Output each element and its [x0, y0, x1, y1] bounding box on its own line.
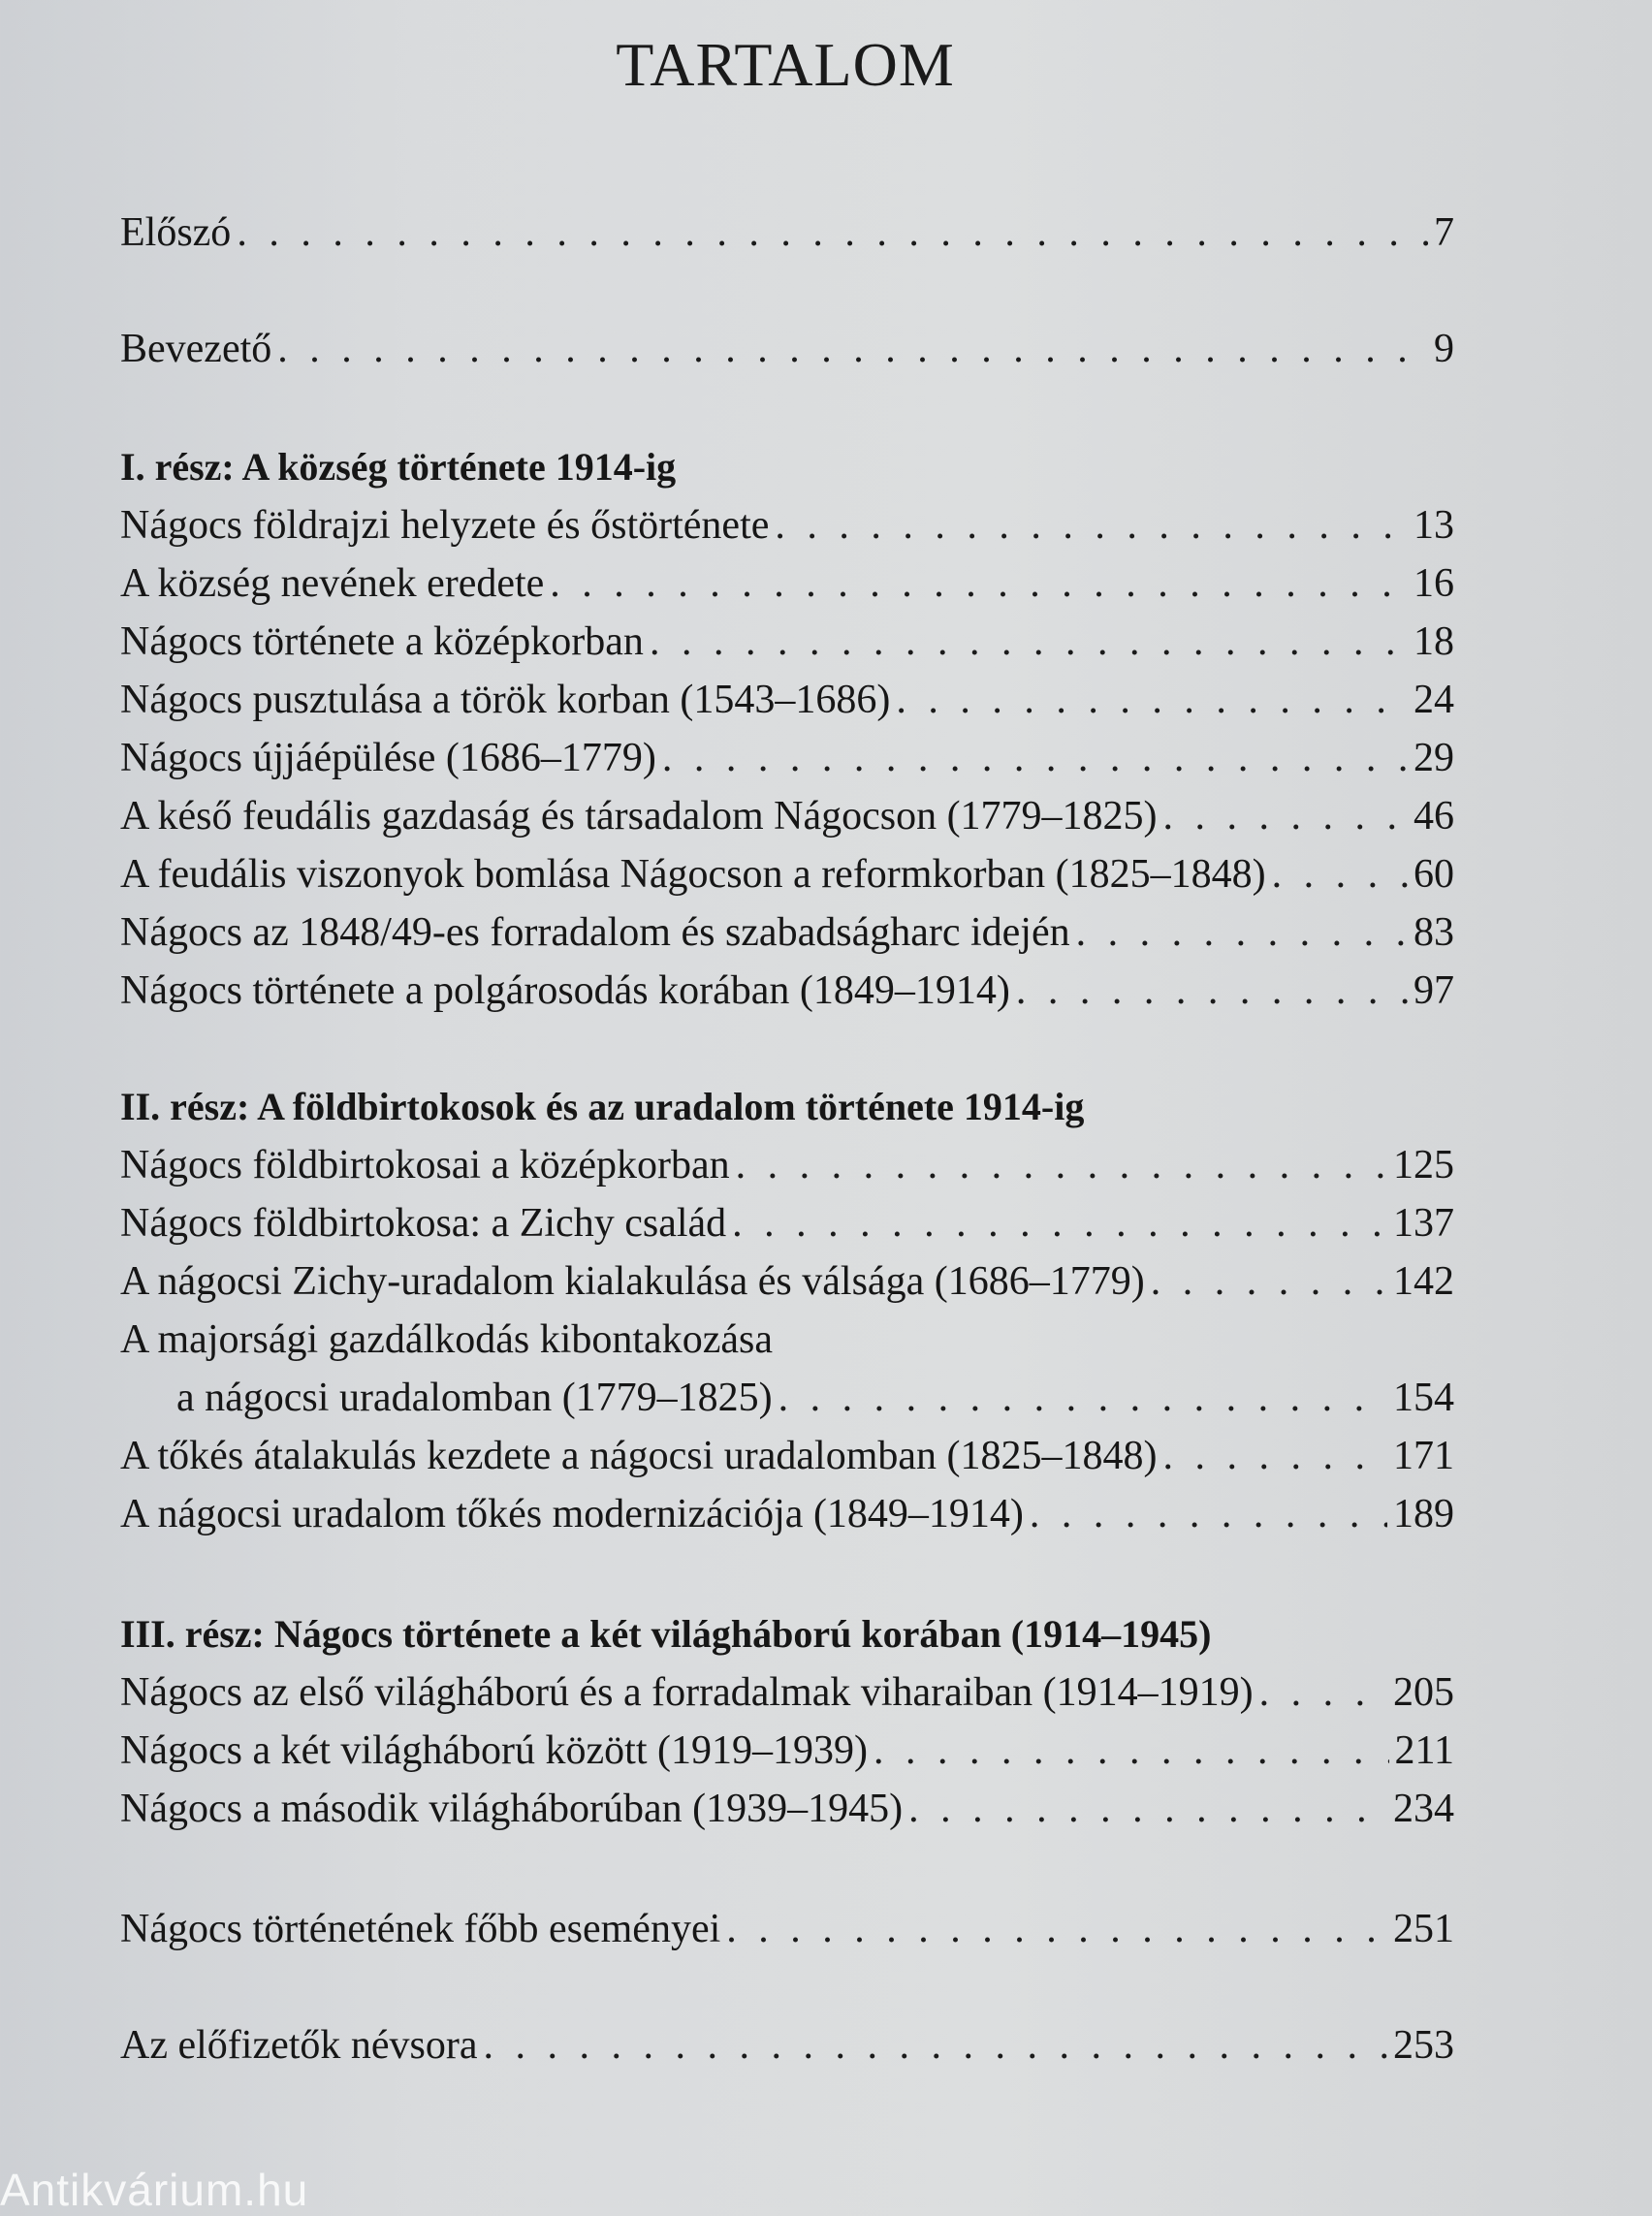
dot-leader: [662, 729, 1408, 787]
dot-leader: [778, 1369, 1387, 1427]
dot-leader: [908, 1780, 1387, 1838]
dot-leader: [1076, 903, 1408, 962]
toc-entry-page: 18: [1414, 619, 1454, 664]
dot-leader: [736, 1136, 1387, 1194]
toc-entry: [120, 1252, 1454, 1311]
toc-entry-title: Nágocs földrajzi helyzete és őstörténete: [120, 503, 770, 548]
toc-entry-page: 7: [1434, 210, 1454, 255]
toc-entry-bevezeto: [120, 320, 1454, 378]
toc-entry-page: 125: [1393, 1143, 1454, 1187]
dot-leader: [1016, 962, 1408, 1020]
toc-entry: [120, 1194, 1454, 1252]
toc-entry-title: Nágocs az 1848/49-es forradalom és szabadságharc idején: [120, 910, 1070, 955]
toc-entry: [120, 2016, 1454, 2074]
toc-entry-page: 211: [1394, 1728, 1454, 1773]
toc-entry-title: A nágocsi uradalom tőkés modernizációja (1849–1914): [120, 1492, 1024, 1536]
toc-entry: [120, 613, 1454, 671]
toc-entry-title: A késő feudális gazdaság és társadalom Nágocson (1779–1825): [120, 794, 1158, 839]
dot-leader: [775, 496, 1408, 554]
toc-entry-page: 137: [1393, 1201, 1454, 1246]
watermark: Antikvárium.hu: [0, 2165, 309, 2215]
toc-entry-title: Nágocs a második világháborúban (1939–1945): [120, 1787, 904, 1831]
dot-leader: [1151, 1252, 1387, 1311]
dot-leader: [550, 554, 1408, 613]
toc-entry: [120, 787, 1454, 845]
toc-entry-page: 13: [1414, 503, 1454, 548]
toc-entry-title: Nágocs a két világháború között (1919–1939): [120, 1728, 868, 1773]
part-heading: I. rész: A község története 1914-ig: [120, 445, 677, 489]
dot-leader: [1162, 1427, 1387, 1485]
part-heading: III. rész: Nágocs története a két világháború korában (1914–1945): [120, 1612, 1212, 1656]
toc-entry-title: Az előfizetők névsora: [120, 2023, 478, 2068]
toc-entry-page: 24: [1414, 678, 1454, 722]
toc-entry-page: 234: [1393, 1787, 1454, 1831]
toc-entry-title: Nágocs története a polgárosodás korában (1849–1914): [120, 968, 1010, 1013]
toc-entry: [120, 1427, 1454, 1485]
toc-entry: [120, 962, 1454, 1020]
dot-leader: [874, 1722, 1389, 1780]
toc-entry-title: Nágocs történetének főbb eseményei: [120, 1907, 721, 1951]
toc-entry: [120, 554, 1454, 613]
toc-entry-title: Nágocs az első világháború és a forradalmak viharaiban (1914–1919): [120, 1670, 1254, 1715]
toc-entry: [120, 1663, 1454, 1722]
toc-entry-page: 9: [1434, 327, 1454, 371]
toc-entry-title: Nágocs újjáépülése (1686–1779): [120, 736, 656, 780]
toc-entry-page: 253: [1393, 2023, 1454, 2068]
toc-entry-page: 189: [1393, 1492, 1454, 1536]
toc-entry-title: Nágocs földbirtokosai a középkorban: [120, 1143, 730, 1187]
toc-entry: [120, 903, 1454, 962]
toc-entry-page: 97: [1414, 968, 1454, 1013]
toc-entry: [120, 671, 1454, 729]
toc-entry-title: A feudális viszonyok bomlása Nágocson a reformkorban (1825–1848): [120, 852, 1266, 897]
toc-entry-title: Nágocs földbirtokosa: a Zichy család: [120, 1201, 727, 1246]
toc-entry-page: 83: [1414, 910, 1454, 955]
dot-leader: [1272, 845, 1408, 903]
toc-entry-page: 60: [1414, 852, 1454, 897]
toc-entry-page: 46: [1414, 794, 1454, 839]
toc-entry: [120, 1900, 1454, 1958]
dot-leader: [896, 671, 1408, 729]
toc-entry-continuation: [120, 1369, 1454, 1427]
toc-entry-title: Bevezető: [120, 327, 272, 371]
dot-leader: [277, 320, 1428, 378]
toc-entry-page: 205: [1393, 1670, 1454, 1715]
dot-leader: [1259, 1663, 1387, 1722]
toc-entry: [120, 729, 1454, 787]
toc-entry: [120, 1722, 1454, 1780]
toc-entry: [120, 845, 1454, 903]
dot-leader: [237, 204, 1428, 262]
toc-entry-page: 142: [1393, 1259, 1454, 1304]
dot-leader: [484, 2016, 1387, 2074]
toc-entry-title: A község nevének eredete: [120, 561, 545, 606]
toc-entry: [120, 1780, 1454, 1838]
dot-leader: [1163, 787, 1408, 845]
dot-leader: [650, 613, 1408, 671]
page-title: TARTALOM: [616, 30, 955, 99]
toc-entry-page: 171: [1393, 1434, 1454, 1478]
dot-leader: [726, 1900, 1387, 1958]
toc-entry-page: 154: [1393, 1376, 1454, 1420]
toc-entry-page: 29: [1414, 736, 1454, 780]
toc-entry-title: A nágocsi Zichy-uradalom kialakulása és válsága (1686–1779): [120, 1259, 1145, 1304]
toc-entry-eloszo: [120, 204, 1454, 262]
toc-entry-page: 16: [1414, 561, 1454, 606]
toc-entry-title: A majorsági gazdálkodás kibontakozása: [120, 1317, 773, 1362]
dot-leader: [732, 1194, 1387, 1252]
toc-entry: [120, 1485, 1454, 1543]
toc-entry-title-continuation: a nágocsi uradalomban (1779–1825): [176, 1376, 773, 1420]
toc-entry-title: A tőkés átalakulás kezdete a nágocsi uradalomban (1825–1848): [120, 1434, 1158, 1478]
toc-entry-title: Előszó: [120, 210, 232, 255]
toc-entry-title: Nágocs története a középkorban: [120, 619, 644, 664]
toc-entry-page: 251: [1393, 1907, 1454, 1951]
toc-entry-first-line: [120, 1311, 1454, 1369]
part-heading: II. rész: A földbirtokosok és az uradalom története 1914-ig: [120, 1085, 1085, 1128]
dot-leader: [1030, 1485, 1387, 1543]
toc-entry: [120, 1136, 1454, 1194]
toc-entry: [120, 496, 1454, 554]
toc-entry-title: Nágocs pusztulása a török korban (1543–1686): [120, 678, 891, 722]
